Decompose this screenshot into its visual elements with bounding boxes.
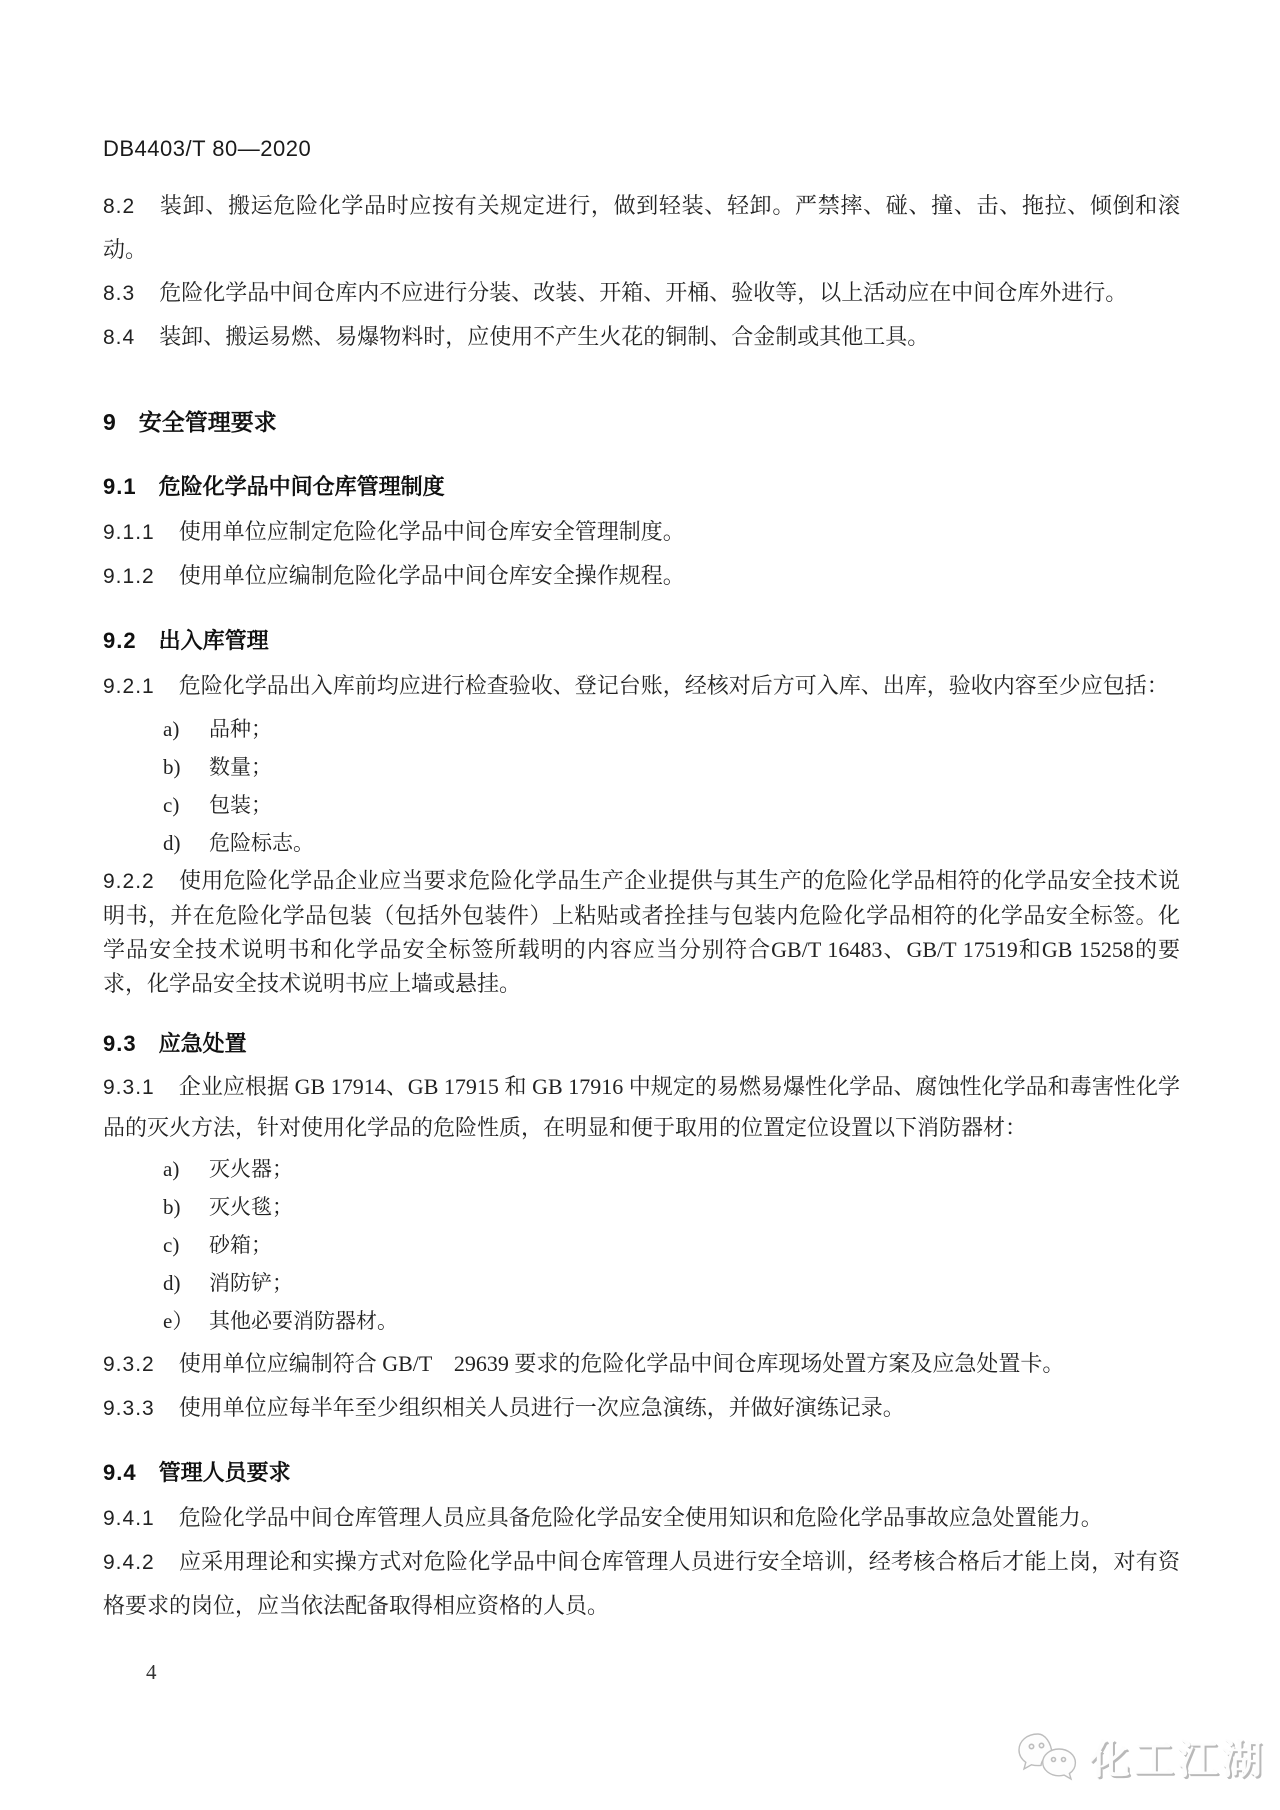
clause-number: 9.3.1 <box>103 1076 155 1099</box>
clause-text: 危险化学品出入库前均应进行检查验收、登记台账，经核对后方可入库、出库，验收内容至少应包括： <box>178 673 1169 698</box>
clause-9-3-3 <box>103 1386 1180 1430</box>
section-number: 9.4 <box>103 1460 137 1485</box>
list-marker: a) <box>163 1157 180 1181</box>
clause-number: 9.1.2 <box>103 565 155 588</box>
clause-text: 使用危险化学品企业应当要求危险化学品生产企业提供与其生产的危险化学品相符的化学品安全技术说明书，并在危险化学品包装（包括外包装件）上粘贴或者拴挂与包装内危险化学品相符的化学品安全标签。化学品安全技术说明书和化学品安全标签所载明的内容应当分别符合GB/T 16483、GB/T 17519和GB 15258的要求，化学品安全技术说明书应上墙或悬挂。 <box>103 868 1180 996</box>
clause-9-1-2 <box>103 554 1180 598</box>
clause-number: 9.3.2 <box>103 1353 155 1376</box>
list-9-2-1 <box>103 710 1180 862</box>
clause-number: 8.3 <box>103 282 136 305</box>
clause-9-1-1 <box>103 510 1180 554</box>
section-heading-9-1 <box>103 465 1180 508</box>
clause-number: 9.4.1 <box>103 1507 155 1530</box>
clause-text: 危险化学品中间仓库内不应进行分装、改装、开箱、开桶、验收等，以上活动应在中间仓库外进行。 <box>159 280 1128 305</box>
clause-8-3 <box>103 271 1180 315</box>
clause-text: 装卸、搬运易燃、易爆物料时，应使用不产生火花的铜制、合金制或其他工具。 <box>159 324 930 349</box>
clause-8-2 <box>103 184 1180 271</box>
clause-number: 9.4.2 <box>103 1551 155 1574</box>
list-text: 灭火器； <box>209 1157 293 1181</box>
list-text: 危险标志。 <box>209 831 314 855</box>
chapter-title: 安全管理要求 <box>138 409 277 435</box>
list-marker: b) <box>163 1195 181 1219</box>
clause-9-2-2 <box>103 864 1180 1001</box>
list-item <box>163 748 1180 786</box>
clause-text: 装卸、搬运危险化学品时应按有关规定进行，做到轻装、轻卸。严禁摔、碰、撞、击、拖拉、倾倒和滚动。 <box>103 193 1180 262</box>
document-body <box>0 162 1280 1627</box>
clause-9-3-1 <box>103 1067 1180 1148</box>
clause-text: 使用单位应编制危险化学品中间仓库安全操作规程。 <box>178 563 685 588</box>
clause-text: 使用单位应每半年至少组织相关人员进行一次应急演练，并做好演练记录。 <box>178 1395 905 1420</box>
section-title: 应急处置 <box>158 1031 247 1056</box>
list-item <box>163 786 1180 824</box>
clause-9-3-2 <box>103 1342 1180 1386</box>
list-marker: e） <box>163 1309 194 1333</box>
list-item <box>163 824 1180 862</box>
list-marker: b) <box>163 755 181 779</box>
clause-number: 8.4 <box>103 326 136 349</box>
clause-text: 使用单位应制定危险化学品中间仓库安全管理制度。 <box>178 519 685 544</box>
section-title: 管理人员要求 <box>158 1460 291 1485</box>
clause-8-4 <box>103 315 1180 359</box>
list-text: 品种； <box>209 717 272 741</box>
section-title: 出入库管理 <box>158 628 269 653</box>
list-text: 包装； <box>209 793 272 817</box>
wechat-icon <box>1014 1731 1080 1783</box>
section-heading-9-4 <box>103 1451 1180 1494</box>
clause-number: 9.3.3 <box>103 1397 155 1420</box>
list-text: 灭火毯； <box>209 1195 293 1219</box>
list-item <box>163 710 1180 748</box>
clause-9-4-2 <box>103 1540 1180 1627</box>
section-number: 9.1 <box>103 474 137 499</box>
section-heading-9-3 <box>103 1022 1180 1065</box>
document-header <box>0 0 1280 162</box>
clause-text: 危险化学品中间仓库管理人员应具备危险化学品安全使用知识和危险化学品事故应急处置能力。 <box>178 1505 1103 1530</box>
clause-number: 8.2 <box>103 195 136 218</box>
list-marker: c) <box>163 793 180 817</box>
list-text: 砂箱； <box>209 1233 272 1257</box>
chapter-number: 9 <box>103 409 117 435</box>
list-text: 数量； <box>209 755 272 779</box>
list-marker: d) <box>163 1271 181 1295</box>
list-item <box>163 1188 1180 1226</box>
list-marker: a) <box>163 717 180 741</box>
clause-9-2-1 <box>103 664 1180 708</box>
list-item <box>163 1264 1180 1302</box>
list-item <box>163 1150 1180 1188</box>
list-item <box>163 1302 1180 1340</box>
list-marker: d) <box>163 831 181 855</box>
list-text: 消防铲； <box>209 1271 293 1295</box>
standard-code: DB4403/T 80—2020 <box>103 136 312 161</box>
chapter-heading-9 <box>103 401 1180 444</box>
clause-text: 企业应根据 GB 17914、GB 17915 和 GB 17916 中规定的易燃易爆性化学品、腐蚀性化学品和毒害性化学品的灭火方法，针对使用化学品的危险性质，在明显和便于取用的位置定位设置以下消防器材： <box>103 1074 1180 1140</box>
list-marker: c) <box>163 1233 180 1257</box>
clause-text: 使用单位应编制符合 GB/T 29639 要求的危险化学品中间仓库现场处置方案及应急处置卡。 <box>178 1351 1065 1376</box>
clause-number: 9.2.2 <box>103 870 155 893</box>
clause-text: 应采用理论和实操方式对危险化学品中间仓库管理人员进行安全培训，经考核合格后才能上岗，对有资格要求的岗位，应当依法配备取得相应资格的人员。 <box>103 1549 1180 1618</box>
brand-name: 化工江湖 <box>1090 1738 1266 1782</box>
section-title: 危险化学品中间仓库管理制度 <box>158 474 445 499</box>
clause-number: 9.2.1 <box>103 675 155 698</box>
section-number: 9.3 <box>103 1031 137 1056</box>
list-text: 其他必要消防器材。 <box>209 1309 398 1333</box>
list-item <box>163 1226 1180 1264</box>
clause-number: 9.1.1 <box>103 521 155 544</box>
section-heading-9-2 <box>103 619 1180 662</box>
page-number: 4 <box>146 1660 157 1684</box>
list-9-3-1 <box>103 1150 1180 1340</box>
brand-watermark <box>1014 1728 1266 1785</box>
section-number: 9.2 <box>103 628 137 653</box>
clause-9-4-1 <box>103 1496 1180 1540</box>
